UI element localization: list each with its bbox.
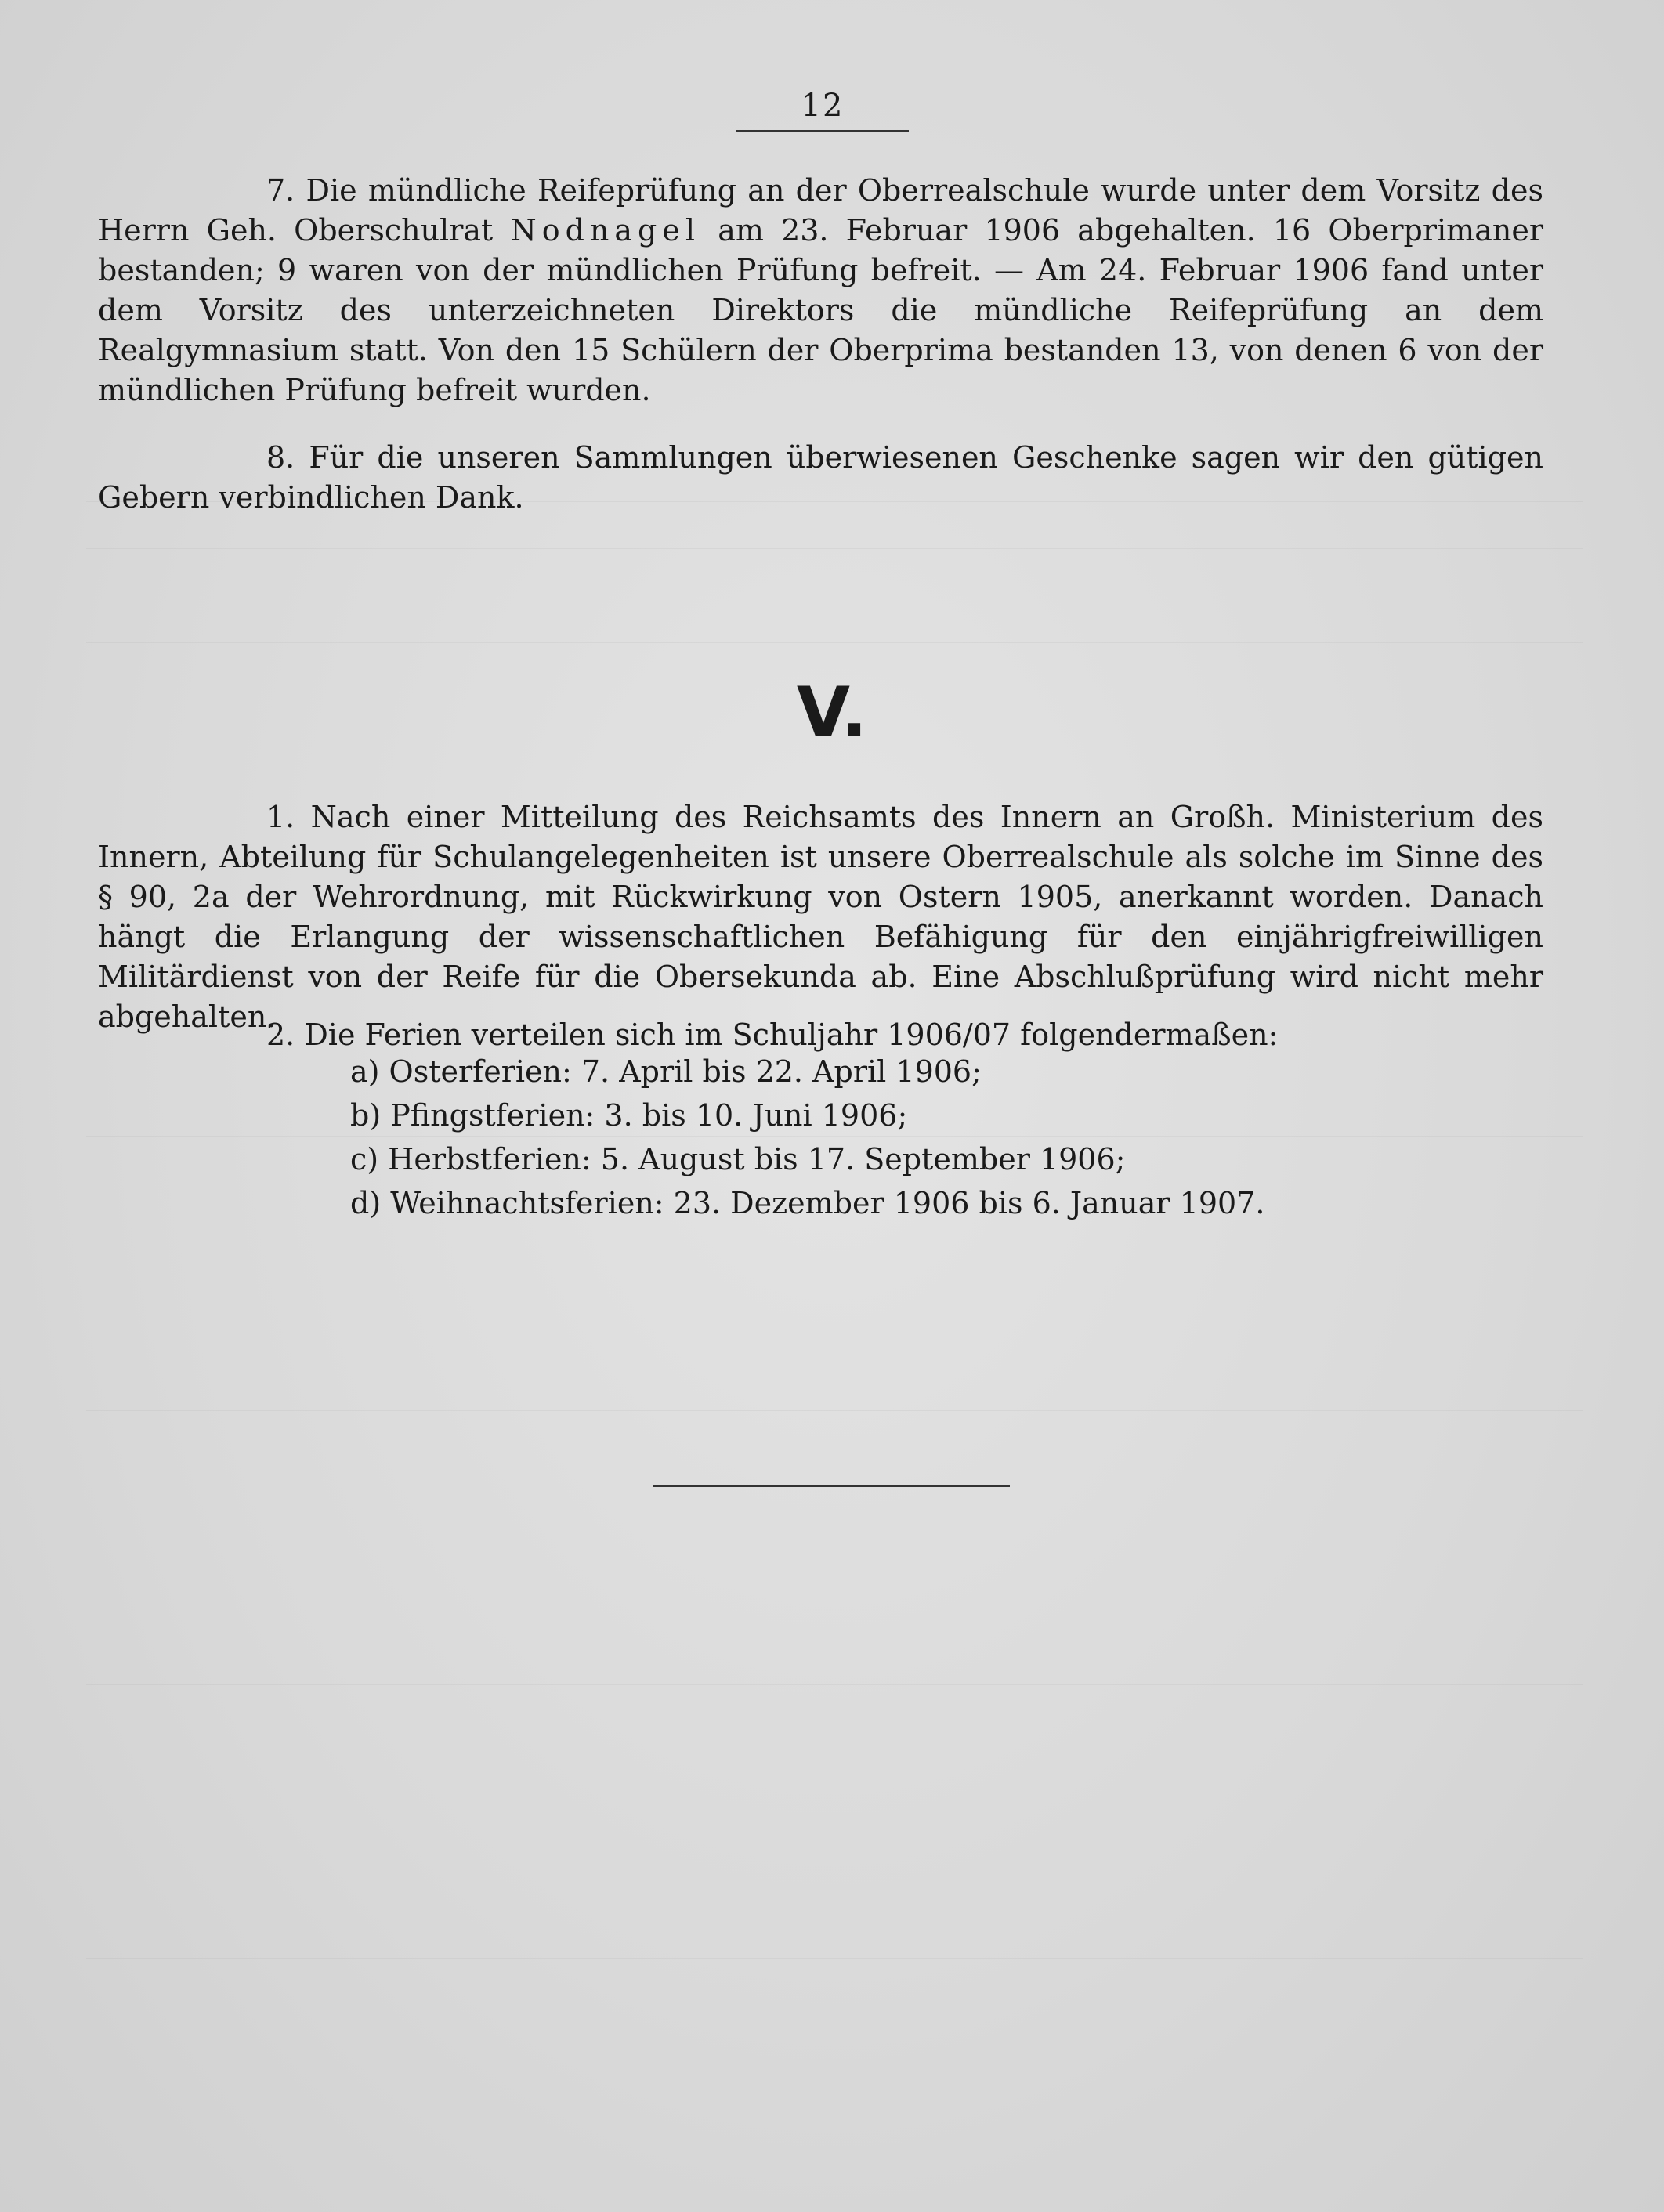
section-heading-v: V. bbox=[796, 672, 868, 753]
holiday-item-easter: a) Osterferien: 7. April bis 22. April 1906; bbox=[350, 1054, 982, 1089]
bleed-through-line bbox=[86, 642, 1583, 643]
item-7-text-start: 7. Die mündliche Reifeprüfung an der Oberrealschule wurde unter dem Vorsitz des Herrn Geh. Oberschulrat bbox=[98, 173, 1543, 248]
paragraph-v-item-2: 2. Die Ferien verteilen sich im Schuljahr 1906/07 folgendermaßen: bbox=[266, 1017, 1279, 1052]
holiday-item-christmas: d) Weihnachtsferien: 23. Dezember 1906 bis 6. Januar 1907. bbox=[350, 1186, 1265, 1220]
bleed-through-line bbox=[86, 1684, 1583, 1685]
paragraph-item-7 bbox=[98, 171, 1543, 410]
holiday-item-pentecost: b) Pfingstferien: 3. bis 10. Juni 1906; bbox=[350, 1098, 908, 1133]
holiday-list bbox=[350, 1050, 1525, 1225]
page-number-rule bbox=[736, 130, 909, 132]
item-7-text-end: am 23. Februar 1906 abgehalten. 16 Oberprimaner bestanden; 9 waren von der mündlichen Prüfung befreit. — Am 24. Februar 1906 fand unter dem Vorsitz des unterzeichneten Direktors die mündliche Reifeprüfung an dem Realgymnasium statt. Von den 15 Schülern der Oberprima bestanden 13, von denen 6 von der mündlichen Prüfung befreit wurden. bbox=[98, 213, 1543, 407]
paragraph-item-8: 8. Für die unseren Sammlungen überwiesenen Geschenke sagen wir den gütigen Gebern verbindlichen Dank. bbox=[98, 440, 1543, 515]
bleed-through-line bbox=[86, 1958, 1583, 1959]
examiner-name: Nodnagel bbox=[510, 213, 701, 248]
holiday-item-autumn: c) Herbstferien: 5. August bis 17. September 1906; bbox=[350, 1142, 1126, 1176]
bleed-through-line bbox=[86, 548, 1583, 549]
page-number: 12 bbox=[801, 88, 845, 124]
closing-rule bbox=[653, 1485, 1010, 1487]
bleed-through-line bbox=[86, 1410, 1583, 1411]
paragraph-v-item-1: 1. Nach einer Mitteilung des Reichsamts des Innern an Großh. Ministerium des Innern, Abteilung für Schulangelegenheiten ist unsere Oberrealschule als solche im Sinne des § 90, 2a der Wehrordnung, mit Rückwirkung von Ostern 1905, anerkannt worden. Danach hängt die Erlangung der wissenschaftlichen Befähigung für den einjährigfreiwilligen Militärdienst von der Reife für die Obersekunda ab. Eine Abschlußprüfung wird nicht mehr abgehalten. bbox=[98, 800, 1543, 1034]
